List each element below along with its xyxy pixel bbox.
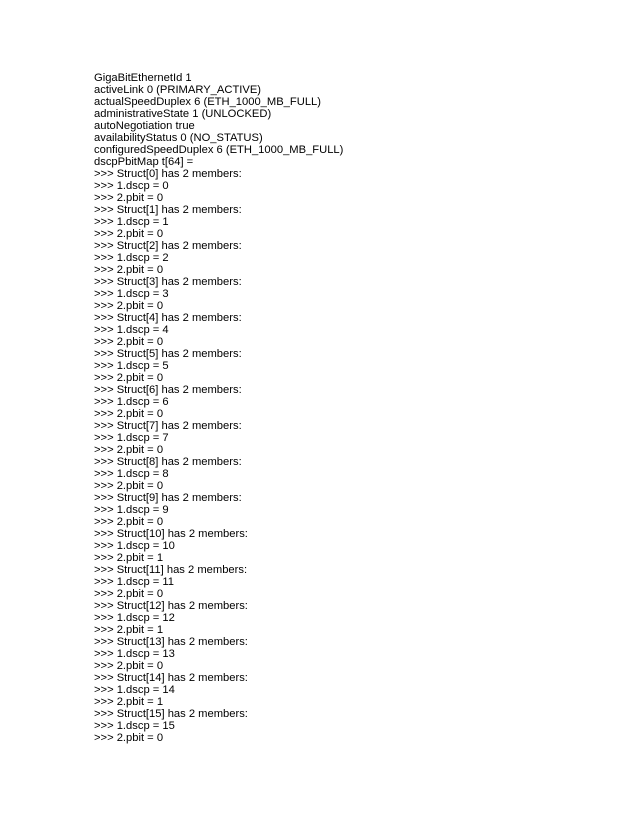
text-line: >>> Struct[6] has 2 members: — [94, 384, 242, 396]
text-line: >>> 2.pbit = 0 — [94, 480, 164, 492]
text-line: >>> 1.dscp = 5 — [94, 360, 169, 372]
text-line: availabilityStatus 0 (NO_STATUS) — [94, 132, 263, 144]
text-line: autoNegotiation true — [94, 120, 195, 132]
text-line: dscpPbitMap t[64] = — [94, 156, 194, 168]
text-line: >>> 1.dscp = 7 — [94, 432, 169, 444]
text-line: >>> 1.dscp = 4 — [94, 324, 169, 336]
text-line: >>> 1.dscp = 1 — [94, 216, 169, 228]
text-line: >>> 1.dscp = 8 — [94, 468, 169, 480]
text-line: >>> 2.pbit = 0 — [94, 588, 164, 600]
text-line: >>> 2.pbit = 0 — [94, 264, 164, 276]
text-line: >>> 2.pbit = 0 — [94, 228, 164, 240]
text-line: >>> 2.pbit = 1 — [94, 624, 164, 636]
text-line: >>> Struct[9] has 2 members: — [94, 492, 242, 504]
text-line: >>> 2.pbit = 0 — [94, 660, 164, 672]
text-line: >>> 2.pbit = 1 — [94, 552, 164, 564]
text-line: >>> 2.pbit = 0 — [94, 336, 164, 348]
text-line: >>> Struct[10] has 2 members: — [94, 528, 248, 540]
text-line: >>> 1.dscp = 6 — [94, 396, 169, 408]
text-line: configuredSpeedDuplex 6 (ETH_1000_MB_FULL) — [94, 144, 344, 156]
text-line: >>> Struct[14] has 2 members: — [94, 672, 248, 684]
text-line: >>> 2.pbit = 0 — [94, 732, 164, 744]
text-line: >>> 1.dscp = 12 — [94, 612, 175, 624]
text-line: >>> 1.dscp = 11 — [94, 576, 175, 588]
text-line: >>> 1.dscp = 14 — [94, 684, 175, 696]
text-line: >>> Struct[12] has 2 members: — [94, 600, 248, 612]
text-line: >>> Struct[11] has 2 members: — [94, 564, 248, 576]
text-line: >>> Struct[5] has 2 members: — [94, 348, 242, 360]
text-line: activeLink 0 (PRIMARY_ACTIVE) — [94, 84, 262, 96]
text-line: >>> 1.dscp = 9 — [94, 504, 169, 516]
text-line: >>> 1.dscp = 13 — [94, 648, 175, 660]
text-line: >>> 1.dscp = 3 — [94, 288, 169, 300]
text-line: administrativeState 1 (UNLOCKED) — [94, 108, 272, 120]
text-line: >>> Struct[3] has 2 members: — [94, 276, 242, 288]
text-line: >>> 1.dscp = 15 — [94, 720, 175, 732]
text-line: >>> Struct[15] has 2 members: — [94, 708, 248, 720]
text-line: >>> Struct[8] has 2 members: — [94, 456, 242, 468]
text-line: >>> 2.pbit = 0 — [94, 516, 164, 528]
text-line: >>> Struct[1] has 2 members: — [94, 204, 242, 216]
text-line: GigaBitEthernetId 1 — [94, 72, 192, 84]
text-line: >>> 2.pbit = 1 — [94, 696, 164, 708]
text-line: >>> Struct[0] has 2 members: — [94, 168, 242, 180]
text-line: >>> 1.dscp = 0 — [94, 180, 169, 192]
text-line: >>> Struct[13] has 2 members: — [94, 636, 248, 648]
text-line: >>> 1.dscp = 10 — [94, 540, 175, 552]
text-line: >>> 2.pbit = 0 — [94, 408, 164, 420]
text-line: actualSpeedDuplex 6 (ETH_1000_MB_FULL) — [94, 96, 321, 108]
text-line: >>> 1.dscp = 2 — [94, 252, 169, 264]
document-text-block — [94, 72, 554, 744]
text-line: >>> Struct[2] has 2 members: — [94, 240, 242, 252]
text-line: >>> Struct[4] has 2 members: — [94, 312, 242, 324]
text-line: >>> Struct[7] has 2 members: — [94, 420, 242, 432]
text-line: >>> 2.pbit = 0 — [94, 192, 164, 204]
text-line: >>> 2.pbit = 0 — [94, 444, 164, 456]
text-line: >>> 2.pbit = 0 — [94, 372, 164, 384]
text-line: >>> 2.pbit = 0 — [94, 300, 164, 312]
